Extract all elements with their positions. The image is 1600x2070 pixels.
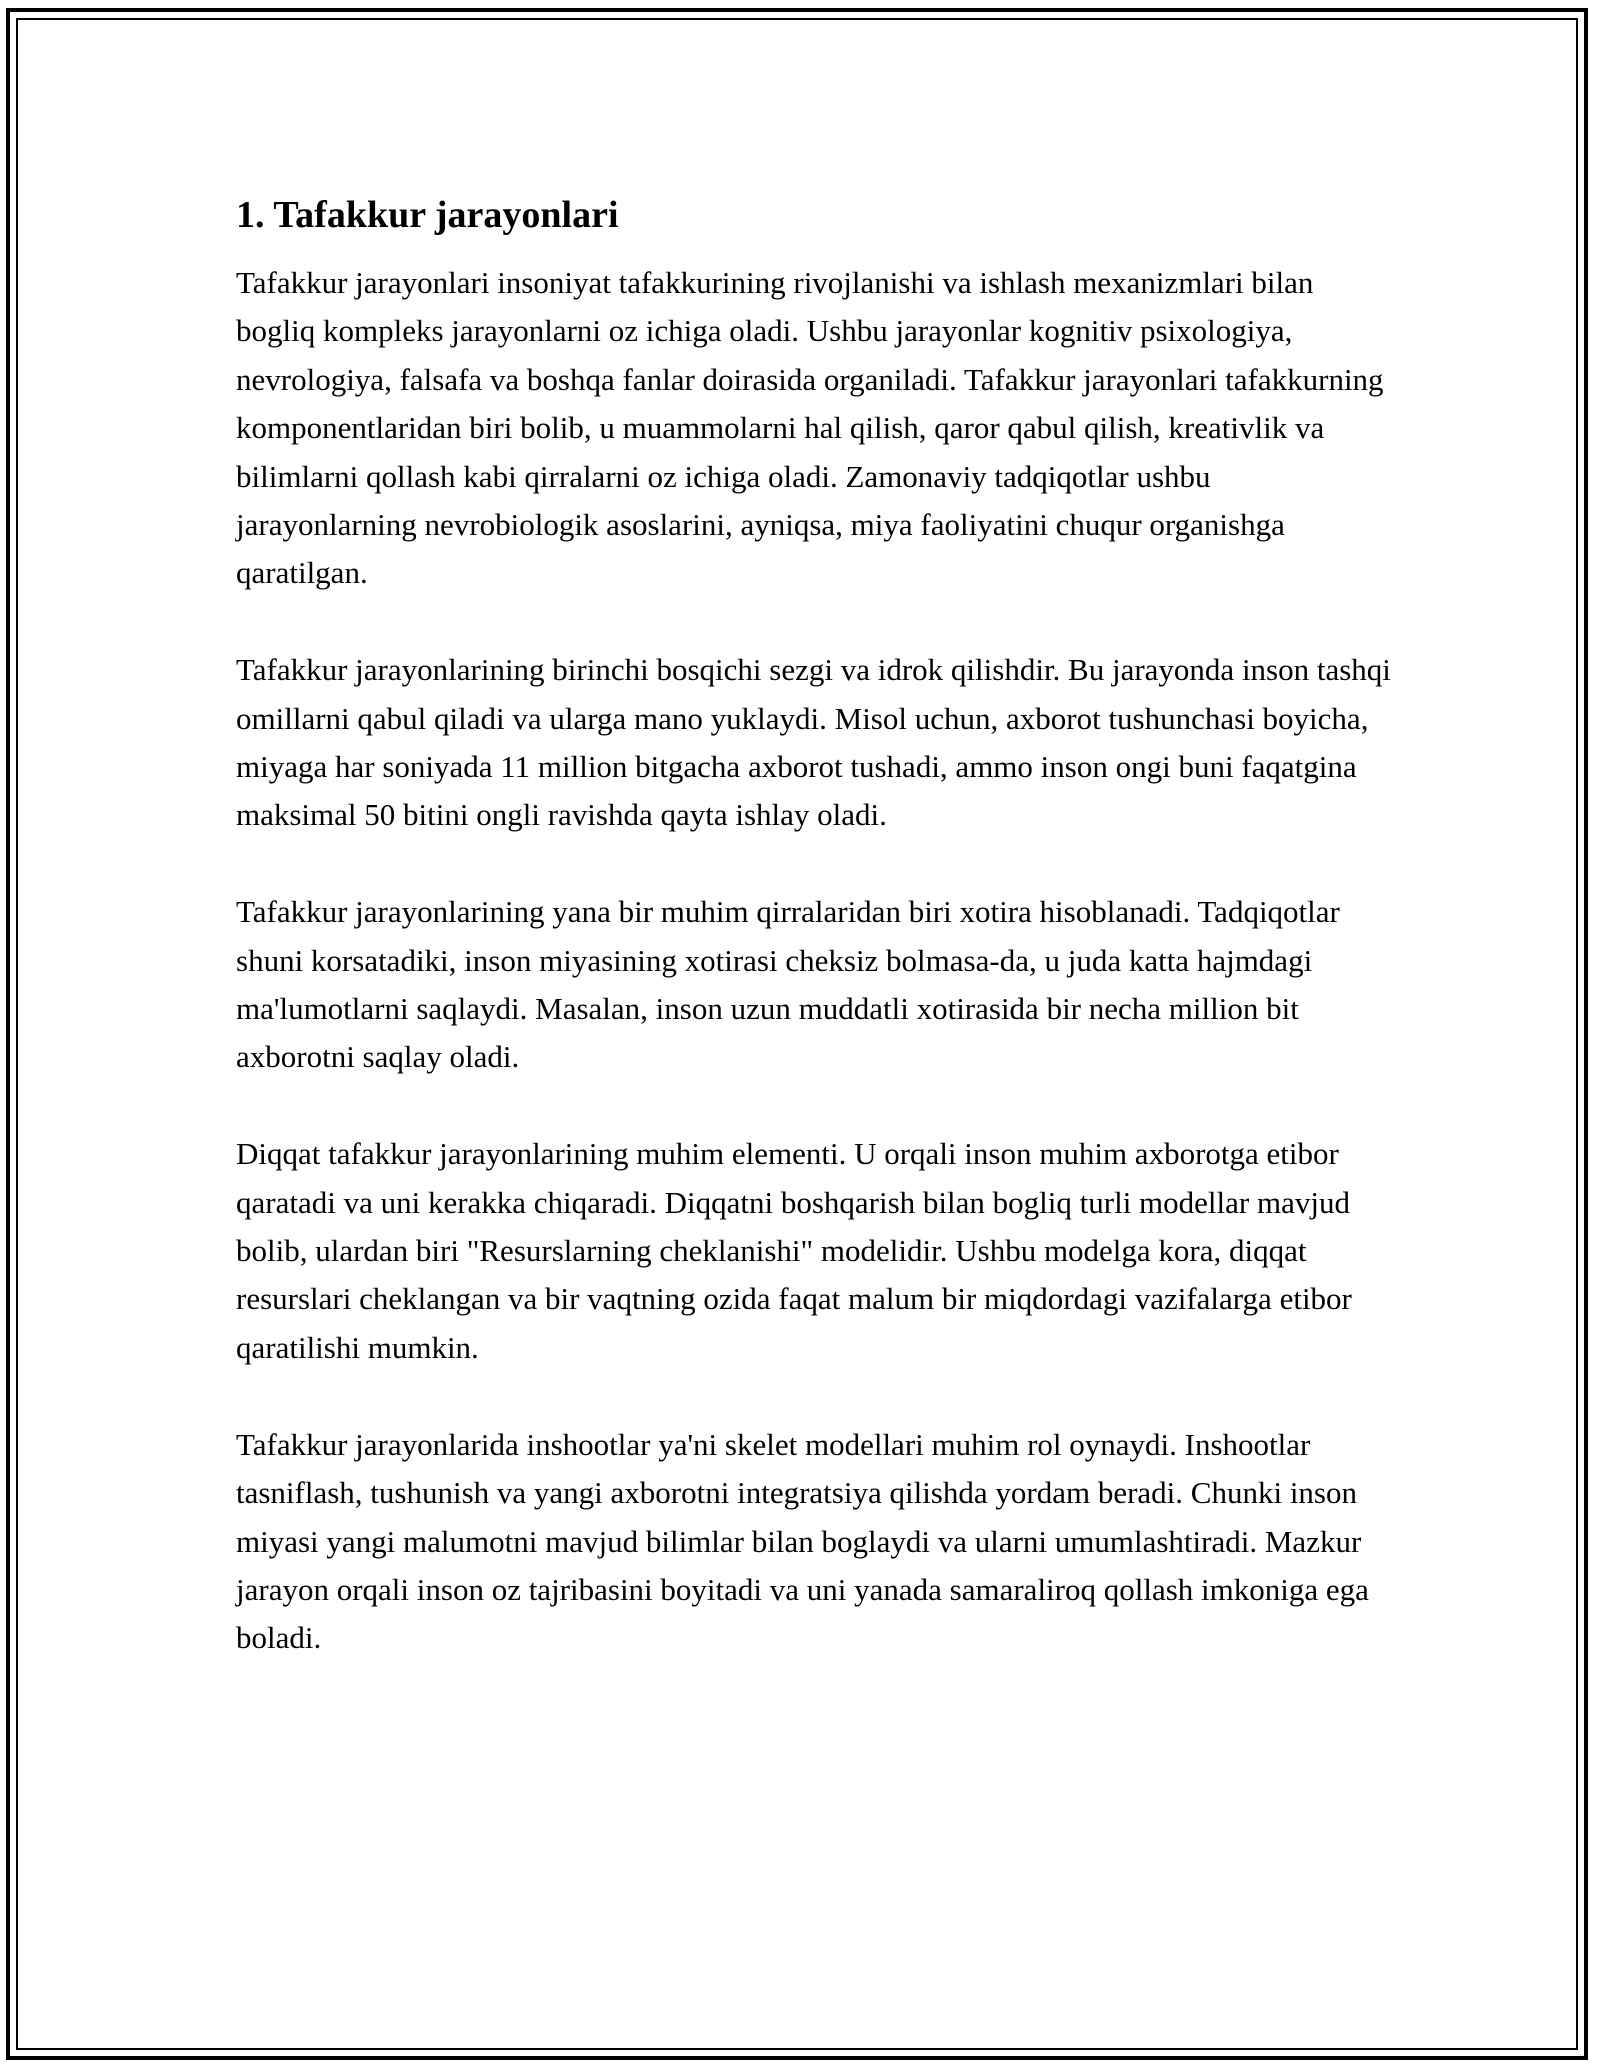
section-heading: 1. Tafakkur jarayonlari <box>236 194 619 236</box>
paragraph-attention: Diqqat tafakkur jarayonlarining muhim elementi. U orqali inson muhim axborotga etibor qaratadi va uni kerakka chiqaradi. Diqqatni boshqarish bilan bogliq turli modellar mavjud bolib, ulardan biri "Resurslarning cheklanishi" modelidir. Ushbu modelga kora, diqqat resurslari cheklangan va bir vaqtning ozida faqat malum bir miqdordagi vazifalarga etibor qaratilishi mumkin. <box>236 1136 1352 1365</box>
paragraph-schemas: Tafakkur jarayonlarida inshootlar ya'ni skelet modellari muhim rol oynaydi. Inshootlar tasniflash, tushunish va yangi axborotni integratsiya qilishda yordam beradi. Chunki inson miyasi yangi malumotni mavjud bilimlar bilan boglaydi va ularni umumlashtiradi. Mazkur jarayon orqali inson oz tajribasini boyitadi va uni yanada samaraliroq qollash imkoniga ega boladi. <box>236 1426 1369 1656</box>
document-body <box>236 185 1396 1663</box>
paragraph-memory: Tafakkur jarayonlarining yana bir muhim qirralaridan biri xotira hisoblanadi. Tadqiqotlar shuni korsatadiki, inson miyasining xotirasi cheksiz bolmasa-da, u juda katta hajmdagi ma'lumotlarni saqlaydi. Masalan, inson uzun muddatli xotirasida bir necha million bit axborotni saqlay oladi. <box>236 894 1340 1075</box>
paragraph-perception: Tafakkur jarayonlarining birinchi bosqichi sezgi va idrok qilishdir. Bu jarayonda inson tashqi omillarni qabul qiladi va ularga mano yuklaydi. Misol uchun, axborot tushunchasi boyicha, miyaga har soniyada 11 million bitgacha axborot tushadi, ammo inson ongi buni faqatgina maksimal 50 bitini ongli ravishda qayta ishlay oladi. <box>236 652 1391 833</box>
paragraph-intro: Tafakkur jarayonlari insoniyat tafakkurining rivojlanishi va ishlash mexanizmlari bilan bogliq kompleks jarayonlarni oz ichiga oladi. Ushbu jarayonlar kognitiv psixologiya, nevrologiya, falsafa va boshqa fanlar doirasida organiladi. Tafakkur jarayonlari tafakkurning komponentlaridan biri bolib, u muammolarni hal qilish, qaror qabul qilish, kreativlik va bilimlarni qollash kabi qirralarni oz ichiga oladi. Zamonaviy tadqiqotlar ushbu jarayonlarning nevrobiologik asoslarini, ayniqsa, miya faoliyatini chuqur organishga qaratilgan. <box>236 265 1384 591</box>
